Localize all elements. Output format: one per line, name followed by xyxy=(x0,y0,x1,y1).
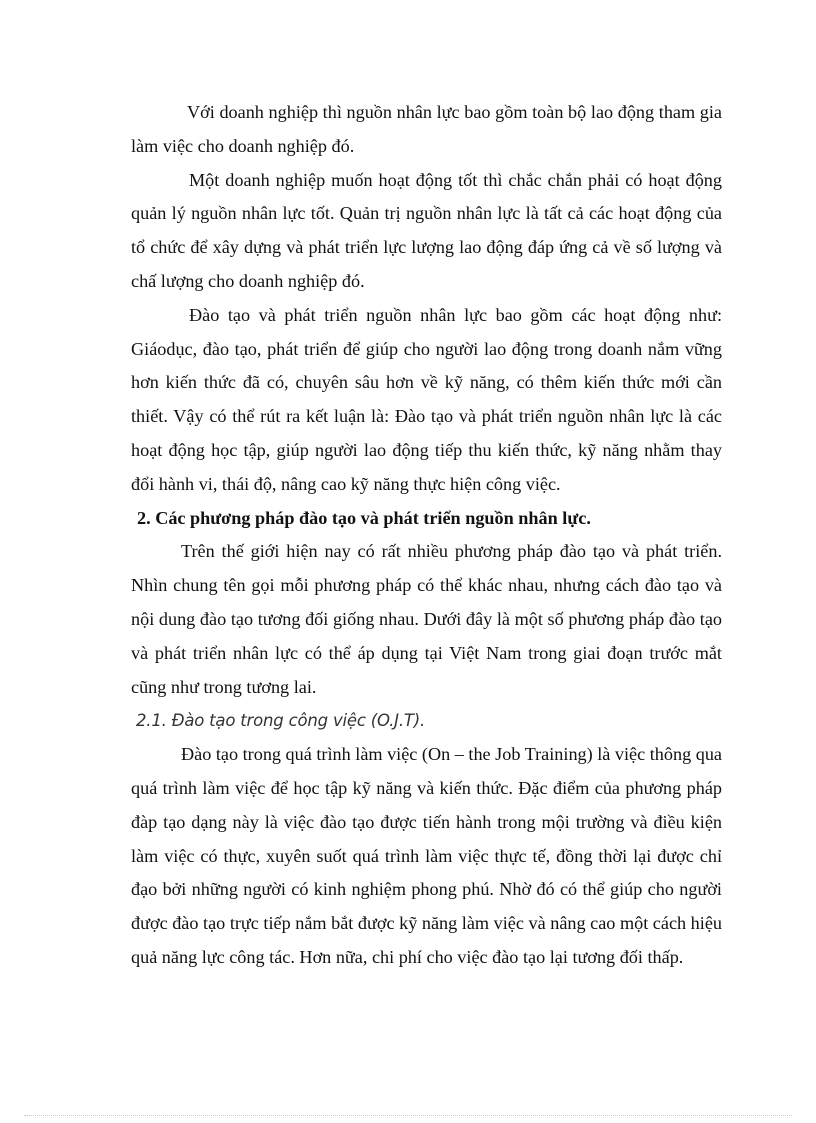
section-heading-2: 2. Các phương pháp đào tạo và phát triển nguồn nhân lực. xyxy=(137,507,591,528)
paragraph-hr-management: Một doanh nghiệp muốn hoạt động tốt thì chắc chắn phải có hoạt động quản lý nguồn nhân lực tốt. Quản trị nguồn nhân lực là tất cả các hoạt động của tổ chức để xây dựng và phát triển lực lượng lao động đáp ứng cả về số lượng và chấ lượng cho doanh nghiệp đó. xyxy=(131,169,722,291)
paragraph-workforce-definition: Với doanh nghiệp thì nguồn nhân lực bao gồm toàn bộ lao động tham gia làm việc cho doanh nghiệp đó. xyxy=(131,102,722,156)
paragraph-ojt-description: Đào tạo trong quá trình làm việc (On – the Job Training) là việc thông qua quá trình làm việc để học tập kỹ năng và kiến thức. Đặc điểm của phương pháp đàp tạo dạng này là việc đào tạo được tiến hành trong mội trường và điều kiện làm việc có thực, xuyên suốt quá trình làm việc thực tế, đồng thời lại được chỉ đạo bởi những người có kinh nghiệm phong phú. Nhờ đó có thể giúp cho người được đào tạo trực tiếp nắm bắt được kỹ năng làm việc và nâng cao một cách hiệu quả năng lực công tác. Hơn nữa, chi phí cho việc đào tạo lại tương đối thấp. xyxy=(131,744,722,967)
section-heading-2-1: 2.1. Đào tạo trong công việc (O.J.T). xyxy=(136,711,426,731)
paragraph-training-definition: Đào tạo và phát triển nguồn nhân lực bao gồm các hoạt động như: Giáodục, đào tạo, phát triển để giúp cho người lao động trong doanh nắm vững hơn kiến thức đã có, chuyên sâu hơn về kỹ năng, có thêm kiến thức mới cần thiết. Vậy có thể rút ra kết luận là: Đào tạo và phát triển nguồn nhân lực là các hoạt động học tập, giúp người lao động tiếp thu kiến thức, kỹ năng nhằm thay đổi hành vi, thái độ, nâng cao kỹ năng thực hiện công việc. xyxy=(131,304,722,494)
page-bottom-rule xyxy=(24,1115,792,1116)
paragraph-methods-intro: Trên thế giới hiện nay có rất nhiều phương pháp đào tạo và phát triển. Nhìn chung tên gọi mỗi phương pháp có thể khác nhau, nhưng cách đào tạo và nội dung đào tạo tương đối giống nhau. Dưới đây là một số phương pháp đào tạo và phát triển nhân lực có thể áp dụng tại Việt Nam trong giai đoạn trước mắt cũng như trong tương lai. xyxy=(131,541,722,697)
document-body xyxy=(131,96,722,975)
